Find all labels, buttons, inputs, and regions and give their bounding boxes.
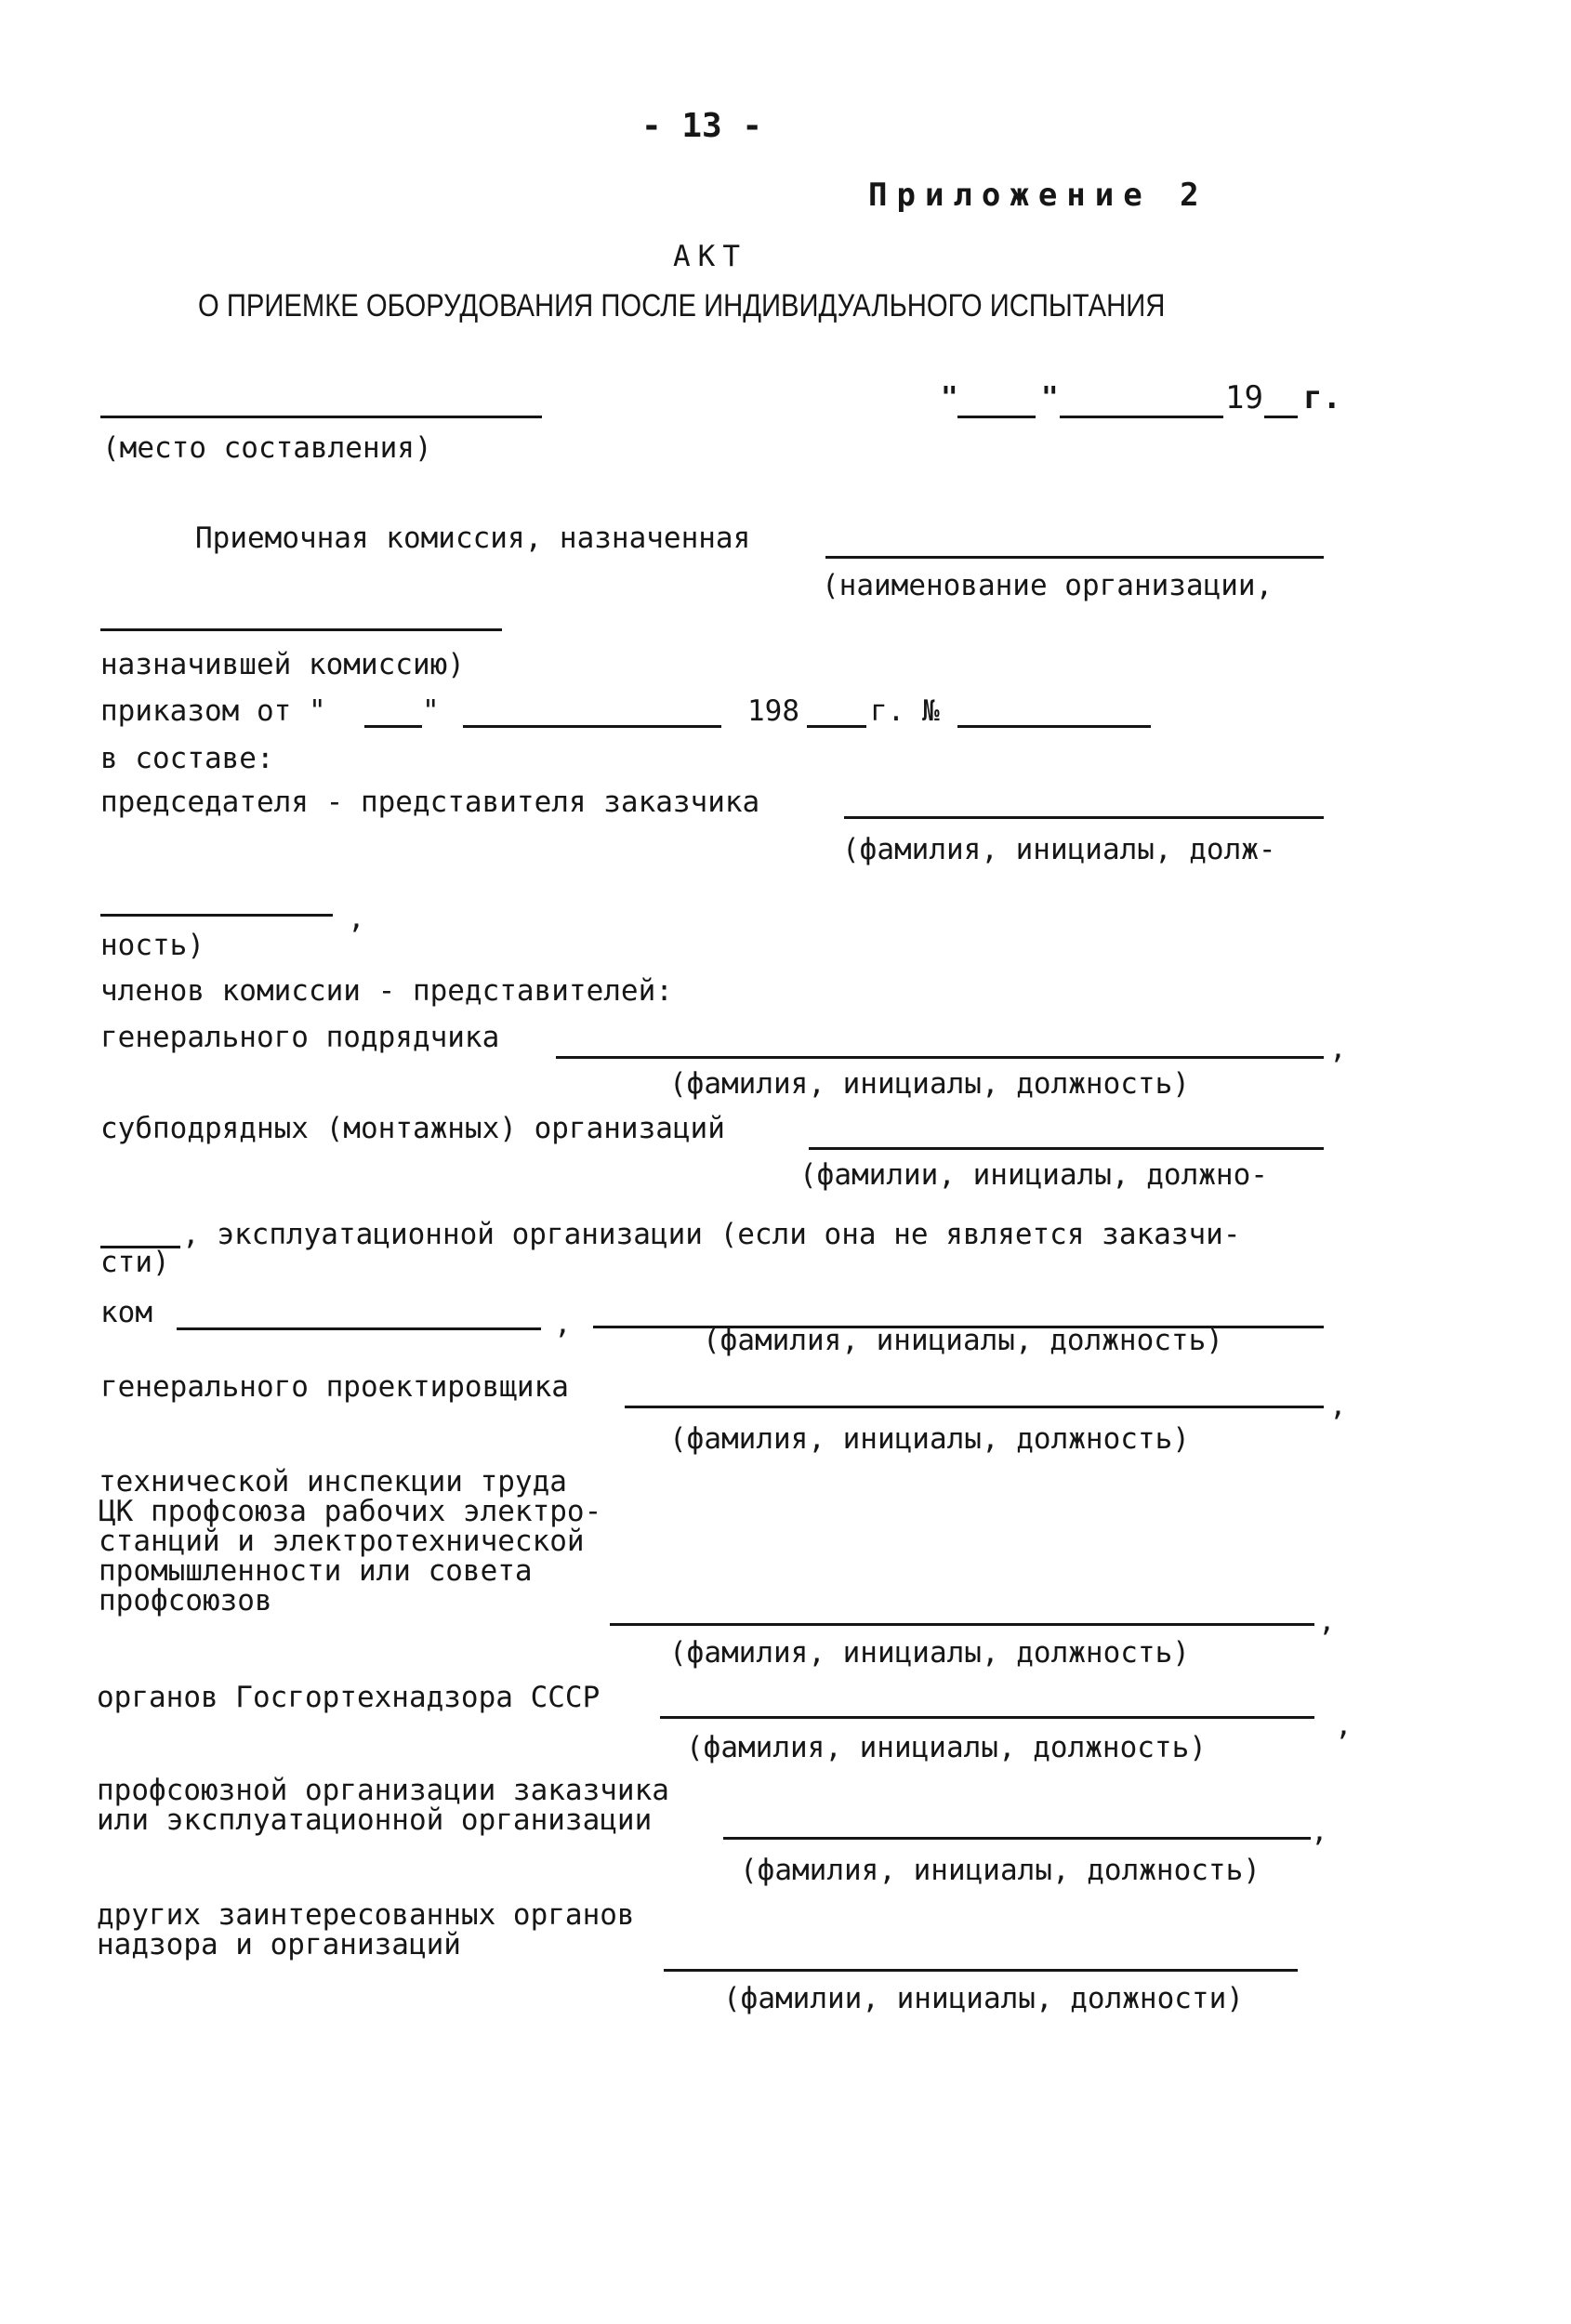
other-bodies-field-line[interactable]: [664, 1969, 1298, 1972]
composition-label: в составе:: [100, 742, 274, 775]
chairman-field-line[interactable]: [844, 816, 1324, 819]
other-bodies-label: (фамилии, инициалы, должности): [723, 1982, 1244, 2015]
page-number: - 13 -: [641, 107, 763, 145]
org-label-2: назначившей комиссию): [100, 648, 465, 681]
labor-inspection-text: [99, 1467, 601, 1616]
date-year-prefix: 19: [1225, 379, 1263, 416]
date-quote-open: ": [941, 381, 958, 415]
labor-inspection-line: промышленности или совета: [99, 1554, 533, 1588]
other-bodies-text: [97, 1900, 635, 1960]
order-day-line[interactable]: [364, 725, 422, 728]
org-field-line[interactable]: [825, 556, 1324, 559]
gosgortekhnadzor-field-line[interactable]: [660, 1716, 1314, 1719]
general-designer-label: (фамилия, инициалы, должность): [669, 1422, 1190, 1456]
general-designer-comma: ,: [1329, 1389, 1347, 1422]
trade-union-label: (фамилия, инициалы, должность): [740, 1854, 1261, 1887]
chairman-field-line-2[interactable]: [100, 914, 333, 917]
trade-union-field-line[interactable]: [723, 1837, 1311, 1840]
labor-inspection-line: ЦК профсоюза рабочих электро-: [99, 1495, 602, 1528]
document-subtitle: О ПРИЕМКЕ ОБОРУДОВАНИЯ ПОСЛЕ ИНДИВИДУАЛЬНОГО ИСПЫТАНИЯ: [198, 288, 1166, 324]
subcontractors-label-2: сти): [100, 1246, 170, 1279]
general-contractor-text: генерального подрядчика: [100, 1021, 500, 1054]
chairman-label-1: (фамилия, инициалы, долж-: [842, 833, 1276, 866]
order-quote-close: ": [422, 694, 440, 728]
kom-text: ком: [100, 1296, 152, 1329]
labor-inspection-line: технической инспекции труда: [99, 1465, 567, 1499]
trade-union-text: [97, 1776, 669, 1835]
date-month-line[interactable]: [1060, 416, 1223, 418]
general-contractor-label: (фамилия, инициалы, должность): [669, 1067, 1190, 1101]
date-year-line[interactable]: [1264, 416, 1298, 418]
trade-union-line: профсоюзной организации заказчика: [97, 1774, 669, 1807]
document-title: АКТ: [673, 240, 747, 273]
general-designer-text: генерального проектировщика: [100, 1370, 569, 1404]
date-quote-close: ": [1041, 381, 1059, 415]
chairman-text: председателя - представителя заказчика: [100, 786, 760, 819]
date-year-suffix: г.: [1303, 379, 1341, 416]
labor-inspection-field-line[interactable]: [610, 1623, 1314, 1626]
subcontractors-field-line[interactable]: [809, 1147, 1324, 1150]
order-number-sign: г. №: [870, 694, 940, 728]
gosgortekhnadzor-comma: ,: [1335, 1709, 1353, 1742]
labor-inspection-line: станций и электротехнической: [99, 1525, 585, 1558]
order-number-line[interactable]: [957, 725, 1151, 728]
operator-label: (фамилия, инициалы, должность): [703, 1324, 1223, 1357]
general-contractor-field-line[interactable]: [556, 1056, 1324, 1059]
order-month-line[interactable]: [463, 725, 721, 728]
operator-field-line[interactable]: [177, 1327, 541, 1330]
commission-text: Приемочная комиссия, назначенная: [195, 522, 751, 555]
org-field-line-2[interactable]: [100, 628, 502, 631]
order-year-line[interactable]: [807, 725, 866, 728]
other-bodies-line: надзора и организаций: [97, 1928, 461, 1961]
labor-inspection-line: профсоюзов: [99, 1584, 272, 1618]
labor-inspection-label: (фамилия, инициалы, должность): [669, 1636, 1190, 1670]
place-label: (место составления): [102, 431, 432, 465]
general-designer-field-line[interactable]: [625, 1406, 1324, 1408]
gosgortekhnadzor-text: органов Госгортехнадзора СССР: [97, 1681, 601, 1714]
general-contractor-comma: ,: [1329, 1032, 1347, 1065]
place-field-line[interactable]: [100, 416, 542, 418]
org-label-1: (наименование организации,: [822, 569, 1274, 602]
subcontractors-continuation: , эксплуатационной организации (если она не является заказчи-: [182, 1218, 1241, 1251]
gosgortekhnadzor-label: (фамилия, инициалы, должность): [686, 1731, 1207, 1764]
other-bodies-line: других заинтересованных органов: [97, 1898, 635, 1932]
chairman-comma: ,: [348, 902, 365, 935]
order-year-prefix: 198: [747, 694, 799, 728]
labor-inspection-comma: ,: [1318, 1604, 1336, 1638]
subcontractors-text: субподрядных (монтажных) организаций: [100, 1112, 725, 1145]
order-prefix: приказом от ": [100, 694, 326, 728]
operator-comma: ,: [554, 1307, 572, 1340]
date-day-line[interactable]: [957, 416, 1036, 418]
trade-union-line: или эксплуатационной организации: [97, 1803, 653, 1837]
chairman-label-2: ность): [100, 929, 205, 962]
subcontractors-label-1: (фамилии, инициалы, должно-: [799, 1158, 1268, 1192]
trade-union-comma: ,: [1311, 1815, 1328, 1848]
appendix-label: Приложение 2: [868, 177, 1208, 214]
members-heading: членов комиссии - представителей:: [100, 974, 673, 1008]
